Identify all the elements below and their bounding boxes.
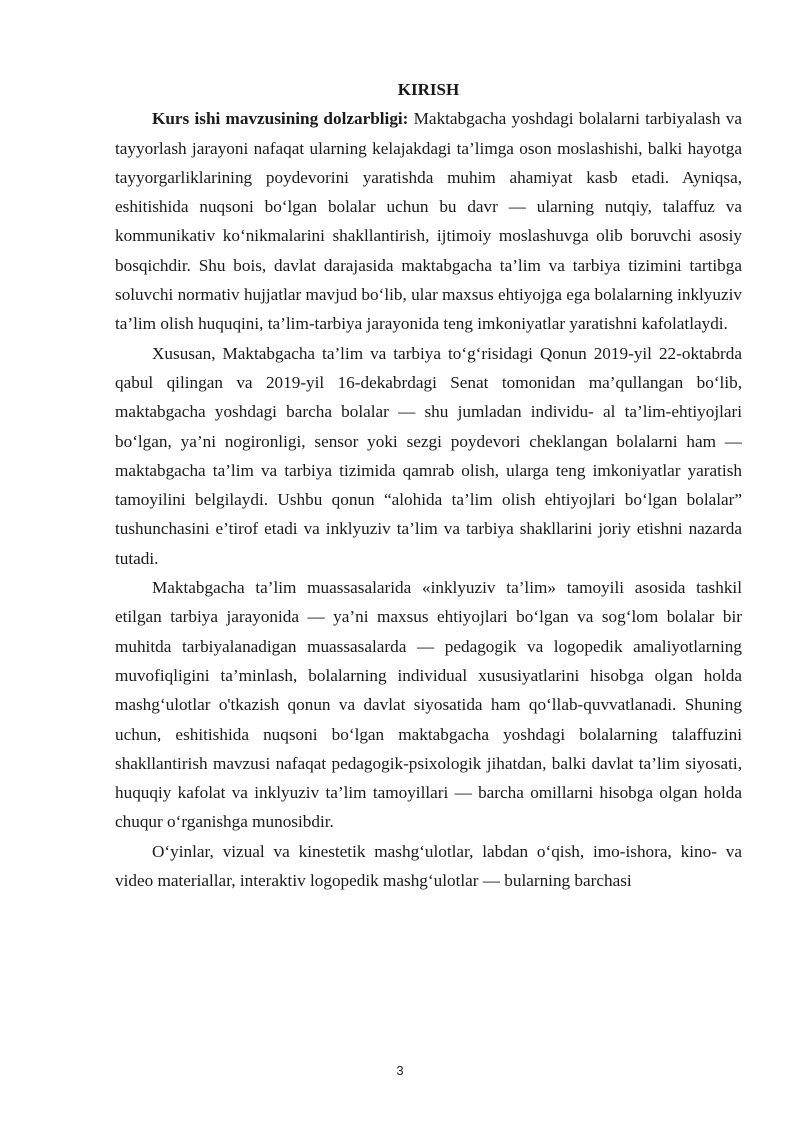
section-title: KIRISH — [397, 80, 460, 99]
paragraph-2: Xususan, Maktabgacha ta’lim va tarbiya to‘g‘risidagi Qonun 2019-yil 22-oktabrda qabul qilingan va 2019-yil 16-dekabrdagi Senat tomonidan ma’qullangan bo‘lib, maktabgacha yoshdagi barcha bolalar — shu jumladan individu- al ta’lim-ehtiyojlari bo‘lgan, ya’ni nogironligi, sensor yoki sezgi poydevori cheklangan bolalarni ham — maktabgacha ta’lim va tarbiya tizimida qamrab olish, ularga teng imkoniyatlar yaratish tamoyilini belgilaydi. Ushbu qonun “alohida ta’lim olish ehtiyojlari bo‘lgan bolalar” tushunchasini e’tirof etadi va inklyuziv ta’lim va tarbiya shakllarini joriy etishni nazarda tutadi. — [115, 343, 742, 568]
paragraph-1 — [115, 104, 742, 338]
paragraph-lead: Kurs ishi mavzusining dolzarbligi: — [152, 109, 409, 129]
paragraph-3: Maktabgacha ta’lim muassasalarida «inklyuziv ta’lim» tamoyili asosida tashkil etilgan tarbiya jarayonida — ya’ni maxsus ehtiyojlari bo‘lgan va sog‘lom bolalar bir muhitda tarbiyalanadigan muassasalarda — pedagogik va logopedik amaliyotlarning muvofiqligini ta’minlash, bolalarning individual xususiyatlarini hisobga olgan holda mashg‘ulotlar o'tkazish qonun va davlat siyosatida ham qo‘llab-quvvatlanadi. Shuning uchun, eshitishida nuqsoni bo‘lgan maktabgacha yoshdagi bolalarning talaffuzini shakllantirish mavzusi nafaqat pedagogik-psixologik jihatdan, balki davlat ta’lim siyosati, huquqiy kafolat va inklyuziv ta’lim tamoyillari — barcha omillarni hisobga olgan holda chuqur o‘rganishga munosibdir. — [115, 578, 742, 832]
page-number: 3 — [396, 1063, 404, 1078]
document-body — [115, 75, 742, 895]
paragraph-4: O‘yinlar, vizual va kinestetik mashg‘ulotlar, labdan o‘qish, imo-ishora, kino- va video materiallar, interaktiv logopedik mashg‘ulotlar — bularning barchasi — [115, 841, 742, 891]
paragraph-text: Maktabgacha yoshdagi bolalarni tarbiyalash va tayyorlash jarayoni nafaqat ularning kelajakdagi ta’limga oson moslashishi, balki hayotga tayyorgarliklarining poydevorini yaratishda muhim ahamiyat kasb etadi. Ayniqsa, eshitishida nuqsoni bo‘lgan bolalar uchun bu davr — ularning nutqiy, talaffuz va kommunikativ ko‘nikmalarini shakllantirish, ijtimoiy moslashuvga olib boruvchi asosiy bosqichdir. Shu bois, davlat darajasida maktabgacha ta’lim va tarbiya tizimini tartibga soluvchi normativ hujjatlar mavjud bo‘lib, ular maxsus ehtiyojga ega bolalarning inklyuziv ta’lim olish huquqini, ta’lim-tarbiya jarayonida teng imkoniyatlar yaratishni kafolatlaydi. — [115, 109, 742, 334]
